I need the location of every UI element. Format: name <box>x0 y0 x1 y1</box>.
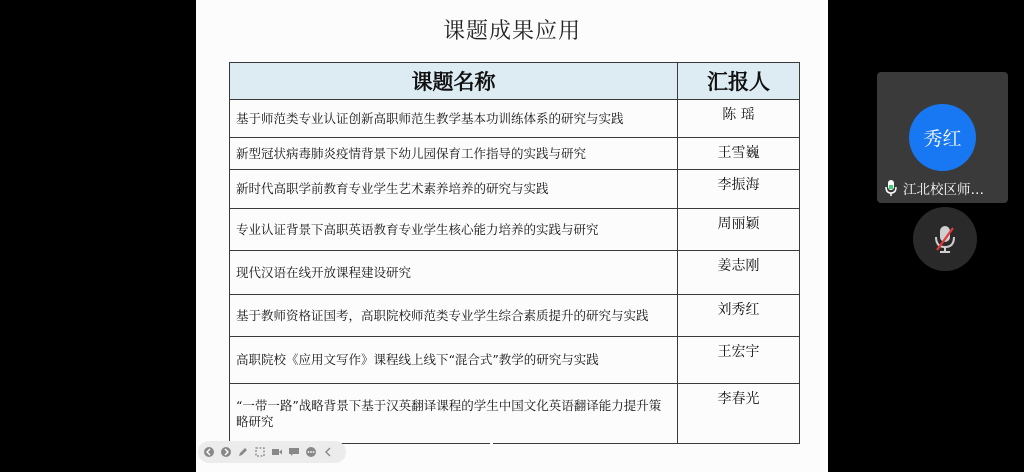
project-name: 基于师范类专业认证创新高职师范生教学基本功训练体系的研究与实践 <box>230 100 678 138</box>
cursor-dot <box>490 442 493 445</box>
project-name: “一带一路”战略背景下基于汉英翻译课程的学生中国文化英语翻译能力提升策略研究 <box>230 384 678 444</box>
collapse-icon[interactable] <box>321 446 334 459</box>
reporter-name: 刘秀红 <box>678 295 800 337</box>
participant-name: 江北校区师… <box>903 182 984 198</box>
prev-icon[interactable] <box>202 446 215 459</box>
reporter-name: 李振海 <box>678 170 800 209</box>
project-name: 现代汉语在线开放课程建设研究 <box>230 251 678 295</box>
reporter-name: 李春光 <box>678 384 800 444</box>
project-name: 新时代高职学前教育专业学生艺术素养培养的研究与实践 <box>230 170 678 209</box>
table-row <box>230 170 800 209</box>
participant-name-row <box>883 178 1005 198</box>
scan-icon[interactable] <box>253 446 266 459</box>
comment-icon[interactable] <box>287 446 300 459</box>
table-row <box>230 295 800 337</box>
reporter-name: 周丽颖 <box>678 209 800 251</box>
microphone-icon <box>883 179 899 197</box>
table-row <box>230 251 800 295</box>
mute-toggle-button[interactable] <box>913 207 977 271</box>
presentation-slide <box>196 0 828 472</box>
results-table <box>229 62 800 444</box>
project-name: 高职院校《应用文写作》课程线上线下“混合式”教学的研究与实践 <box>230 337 678 384</box>
table-row <box>230 337 800 384</box>
column-header-project: 课题名称 <box>230 63 678 100</box>
table-row <box>230 209 800 251</box>
table-row <box>230 384 800 444</box>
slide-title: 课题成果应用 <box>442 19 581 44</box>
microphone-muted-icon <box>930 223 960 255</box>
reporter-name: 王雪巍 <box>678 138 800 170</box>
column-header-reporter: 汇报人 <box>678 63 800 100</box>
table-row <box>230 100 800 138</box>
reporter-name: 陈 瑶 <box>678 100 800 138</box>
video-icon[interactable] <box>270 446 283 459</box>
next-icon[interactable] <box>219 446 232 459</box>
project-name: 基于教师资格证国考，高职院校师范类专业学生综合素质提升的研究与实践 <box>230 295 678 337</box>
reporter-name: 姜志刚 <box>678 251 800 295</box>
project-name: 新型冠状病毒肺炎疫情背景下幼儿园保育工作指导的实践与研究 <box>230 138 678 170</box>
pen-icon[interactable] <box>236 446 249 459</box>
more-icon[interactable] <box>304 446 317 459</box>
avatar: 秀红 <box>909 104 976 171</box>
reporter-name: 王宏宇 <box>678 337 800 384</box>
table-header-row <box>230 63 800 100</box>
participant-tile[interactable] <box>877 72 1008 203</box>
presentation-toolbar <box>198 441 346 463</box>
table-row <box>230 138 800 170</box>
project-name: 专业认证背景下高职英语教育专业学生核心能力培养的实践与研究 <box>230 209 678 251</box>
